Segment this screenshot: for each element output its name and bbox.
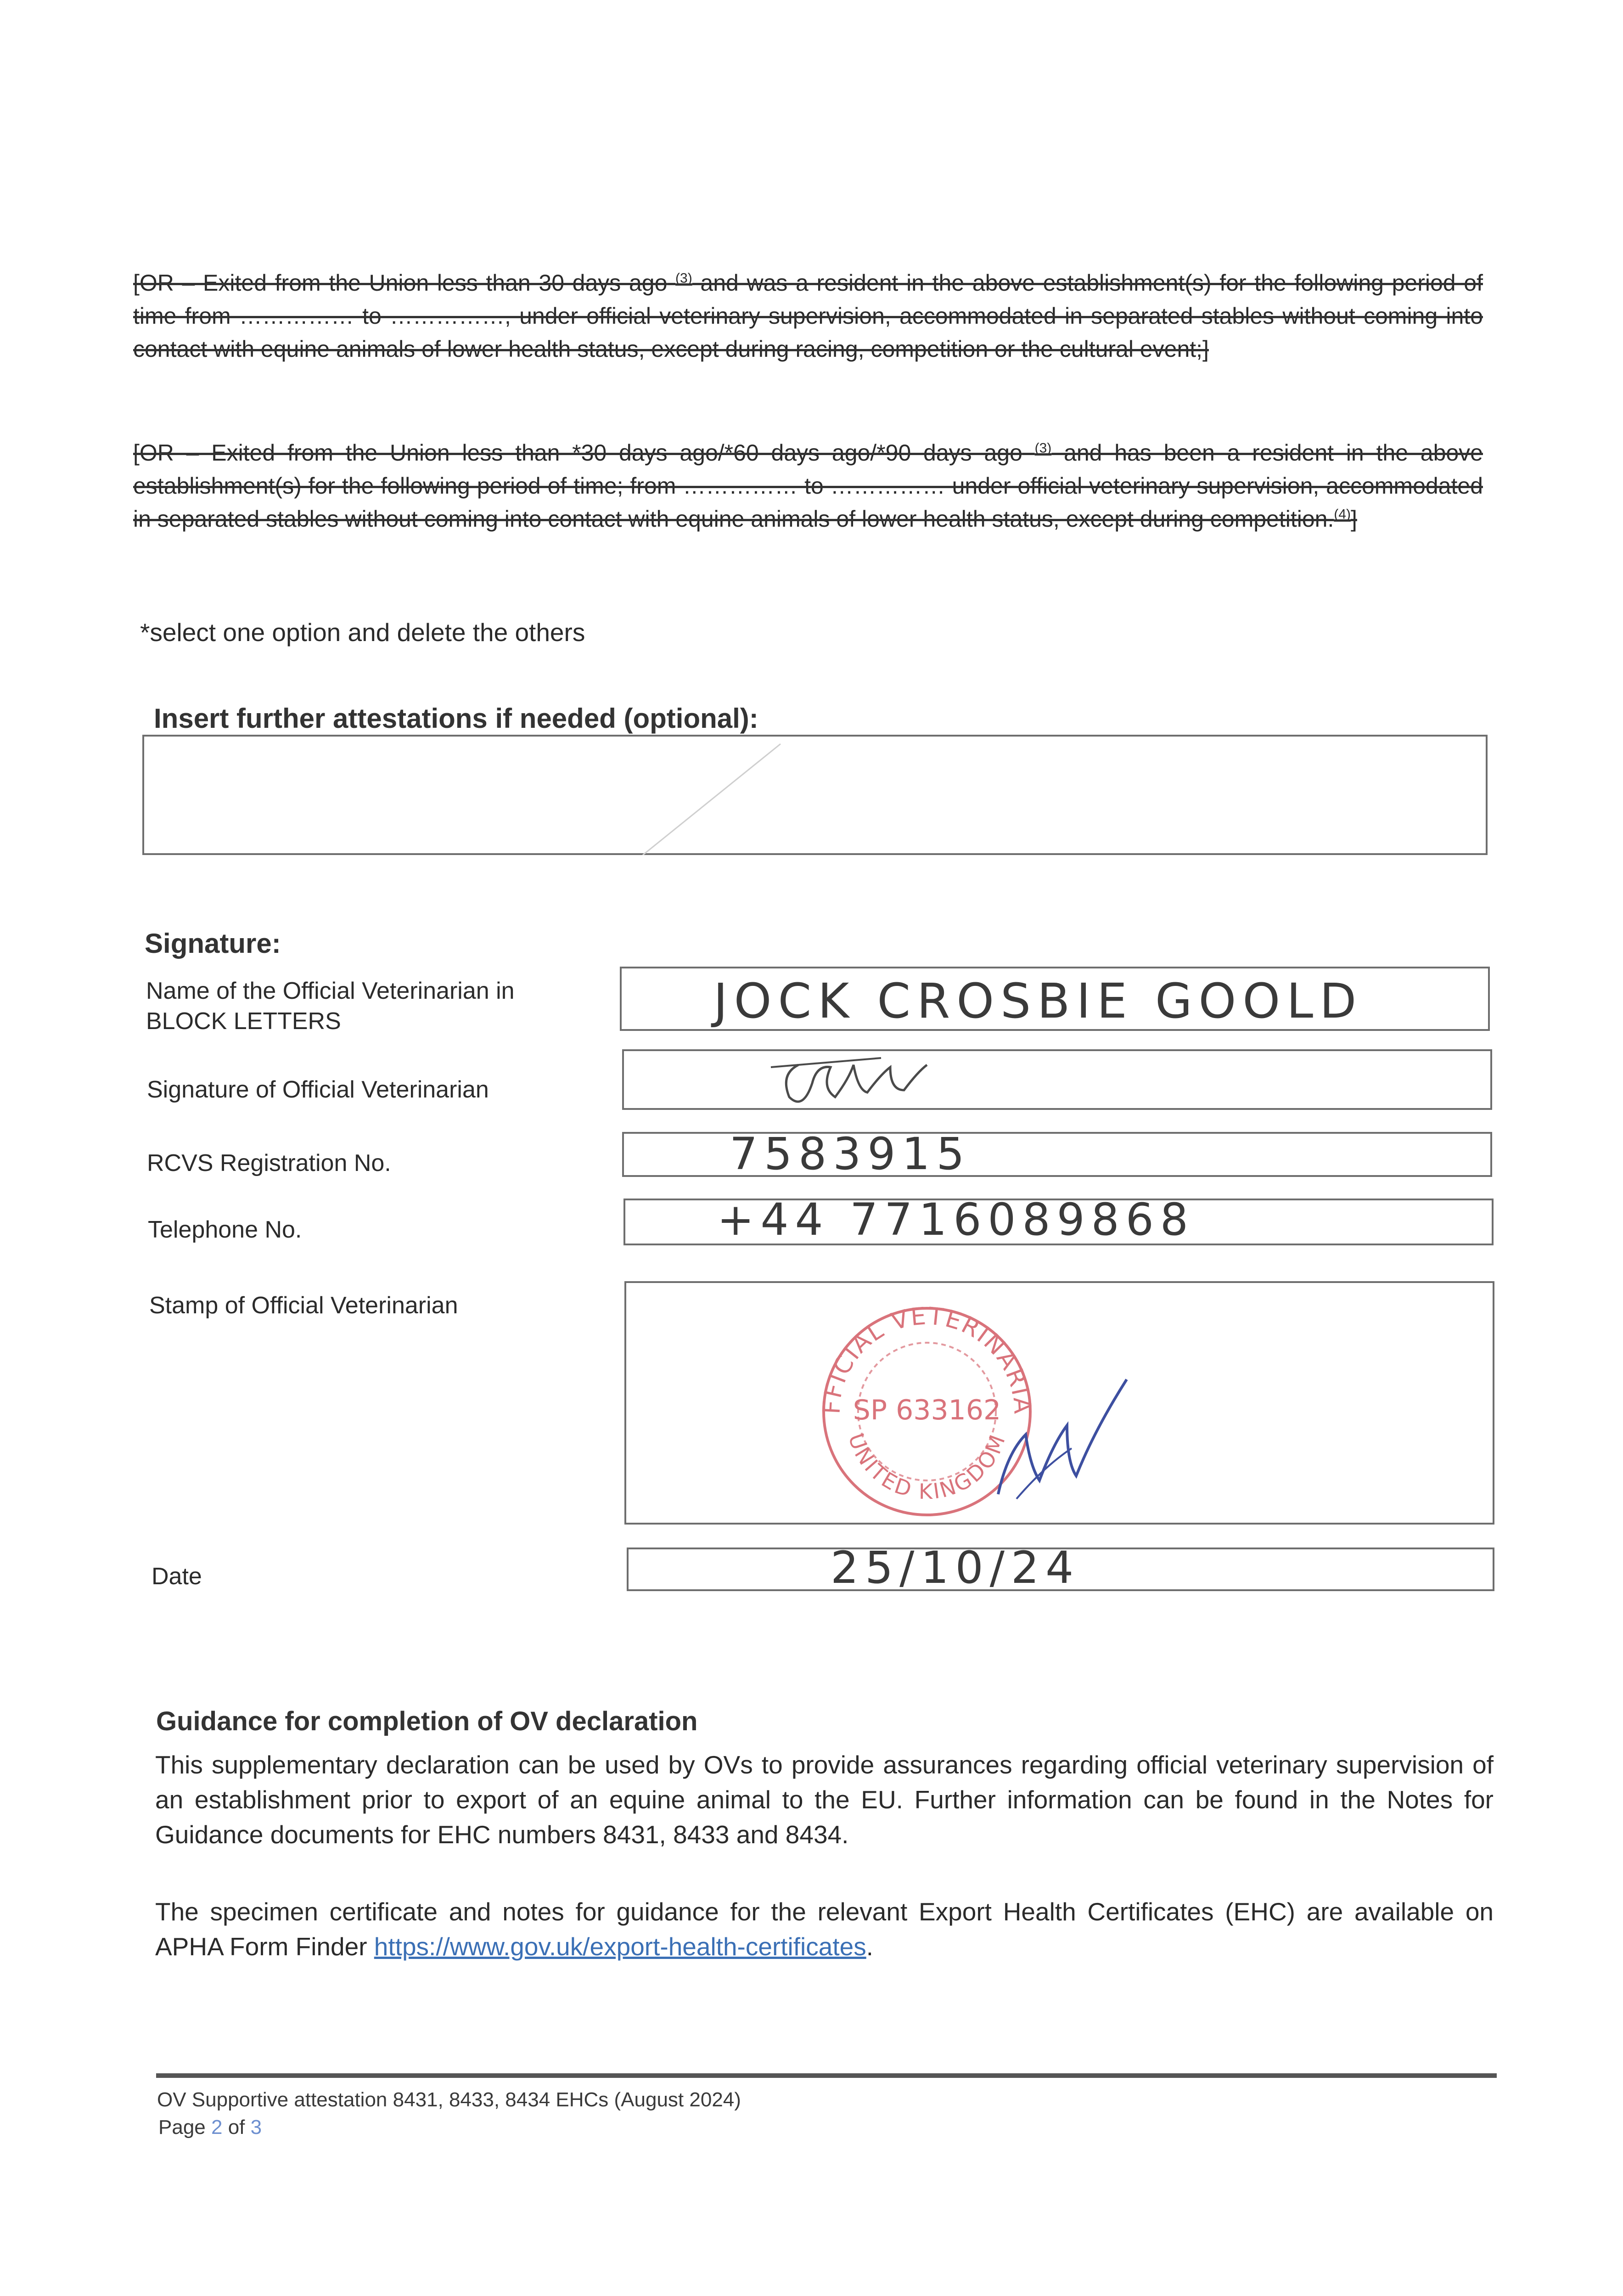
option-30-text-2: and was a resident in the above establishment(s) for the following period of time from …………… to ……………, under official veterinary supervision, accommodated in separated stables without coming into contact with equine animals of lower health status, except during racing, competition or the cultural event;] (133, 270, 1483, 362)
attestations-field[interactable] (142, 735, 1488, 855)
telephone-label: Telephone No. (148, 1216, 302, 1243)
stamp-initials-scribble-icon (989, 1375, 1136, 1513)
footer-divider (156, 2073, 1497, 2078)
attestations-heading: Insert further attestations if needed (optional): (154, 703, 758, 734)
footer-page-number (158, 2116, 262, 2139)
date-value: 25/10/24 (831, 1542, 1080, 1593)
signature-scribble-icon (743, 1047, 1019, 1111)
stamp-number: SP 633162 (853, 1394, 1001, 1426)
attestations-cross-line (142, 735, 1488, 855)
page-total: 3 (250, 2116, 262, 2138)
option-30-text-1: [OR – Exited from the Union less than 30 days ago (133, 270, 668, 296)
rcvs-value: 7583915 (730, 1128, 971, 1180)
export-health-certificates-link[interactable]: https://www.gov.uk/export-health-certificates (374, 1932, 866, 1961)
page-current: 2 (211, 2116, 223, 2138)
option-multi-days (133, 436, 1483, 535)
signature-label: Signature of Official Veterinarian (147, 1076, 489, 1103)
name-value: JOCK CROSBIE GOOLD (713, 973, 1363, 1029)
telephone-value: +44 7716089868 (717, 1194, 1195, 1245)
telephone-field[interactable] (623, 1194, 1494, 1245)
svg-text:UNITED KINGDOM (843, 1430, 1011, 1504)
stamp-field[interactable] (624, 1281, 1494, 1525)
date-label: Date (152, 1563, 202, 1590)
option-30-ref: (3) (675, 270, 692, 286)
option-multi-text-1: [OR – Exited from the Union less than *30 days ago/*60 days ago/*90 days ago (133, 440, 1022, 466)
option-multi-ref-2: (4) (1334, 506, 1351, 522)
guidance-text: The specimen certificate and notes for guidance for the relevant Export Health Certificates (EHC) are available on APHA Form Finder (155, 1897, 1494, 1961)
option-30-days (133, 266, 1483, 366)
option-multi-ref: (3) (1034, 440, 1052, 456)
stamp-top-text: FFICIAL VETERINARIA (818, 1302, 1036, 1416)
signature-heading: Signature: (145, 928, 281, 959)
option-multi-text-2: and has been a resident in the above establishment(s) for the following period of time; from …………… to …………… under official veterinary supervision, accommodated in separated stables without coming into contact with equine animals of lower health status, except during competition. (133, 440, 1483, 532)
stamp-label: Stamp of Official Veterinarian (149, 1292, 458, 1319)
name-label: Name of the Official Veterinarian in BLOCK LETTERS (146, 978, 515, 1035)
page-word: Page (158, 2116, 211, 2138)
guidance-paragraph-2 (155, 1894, 1494, 1964)
rcvs-label: RCVS Registration No. (147, 1150, 391, 1176)
footer-doc-title: OV Supportive attestation 8431, 8433, 8434 EHCs (August 2024) (157, 2088, 741, 2111)
guidance-end: . (866, 1932, 874, 1961)
guidance-heading: Guidance for completion of OV declaration (156, 1706, 698, 1736)
stamp-bottom-text: UNITED KINGDOM (843, 1429, 1011, 1504)
option-multi-text-3: ] (1351, 506, 1357, 532)
date-field[interactable] (627, 1542, 1494, 1593)
page-of: of (222, 2116, 251, 2138)
name-field[interactable] (620, 967, 1490, 1031)
guidance-paragraph-1: This supplementary declaration can be used by OVs to provide assurances regarding official veterinary supervision of an establishment prior to export of an equine animal to the EU. Further information can be found in the Notes for Guidance documents for EHC numbers 8431, 8433 and 8434. (155, 1750, 1494, 1849)
select-note: *select one option and delete the others (140, 618, 585, 647)
signature-field[interactable] (622, 1049, 1492, 1110)
rcvs-field[interactable] (622, 1128, 1492, 1180)
